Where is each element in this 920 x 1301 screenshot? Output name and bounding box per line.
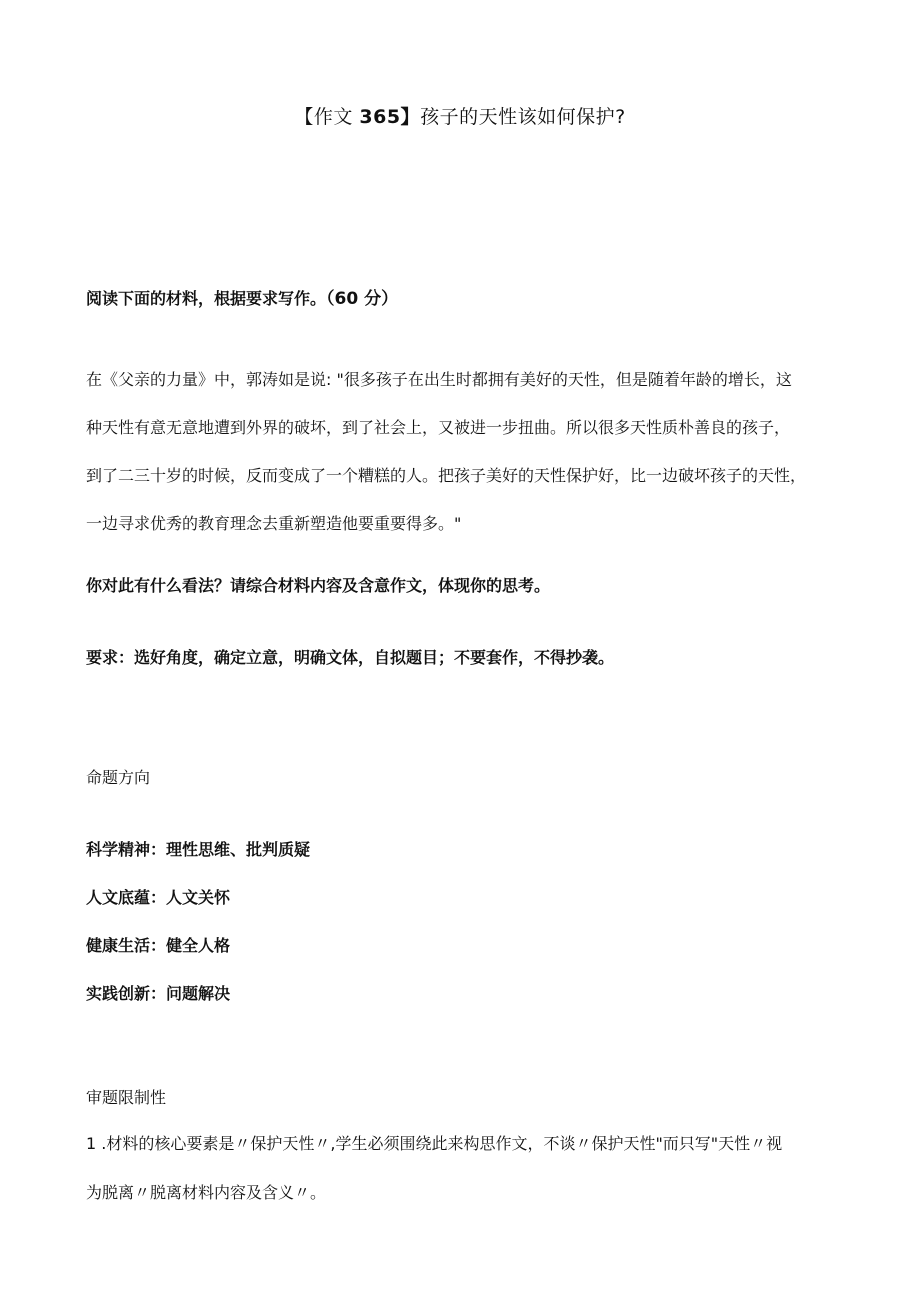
- material-line: 到了二三十岁的时候，反而变成了一个糟糕的人。把孩子美好的天性保护好，比一边破坏孩子的天性，: [86, 466, 807, 485]
- prompt-instruction: 阅读下面的材料，根据要求写作。: [86, 289, 327, 308]
- directions-heading: 命题方向: [86, 768, 151, 787]
- material-paragraph: [86, 356, 846, 548]
- material-line: 一边寻求优秀的教育理念去重新塑造他要重要得多。": [86, 514, 462, 533]
- prompt-instruction-line: [86, 287, 398, 311]
- limits-item-line: 为脱离〃脱离材料内容及含义〃。: [86, 1183, 327, 1202]
- material-line: 种天性有意无意地遭到外界的破坏，到了社会上，又被进一步扭曲。所以很多天性质朴善良的孩子，: [86, 418, 791, 437]
- limits-item-line: 1 .材料的核心要素是〃保护天性〃,学生必须围绕此来构思作文，不谈〃保护天性"而只写"天性〃视: [86, 1134, 783, 1153]
- direction-item: 人文底蕴：人文关怀: [86, 888, 231, 907]
- direction-item: 健康生活：健全人格: [86, 936, 231, 955]
- title-text: 孩子的天性该如何保护?: [420, 106, 626, 128]
- prompt-question: 你对此有什么看法？请综合材料内容及含意作文，体现你的思考。: [86, 576, 551, 595]
- page-title: [0, 103, 920, 131]
- prompt-score: （60 分）: [326, 289, 399, 309]
- title-prefix: 【作文: [294, 106, 360, 128]
- direction-item: 实践创新：问题解决: [86, 984, 231, 1003]
- prompt-requirement: 要求：选好角度，确定立意，明确文体，自拟题目；不要套作，不得抄袭。: [86, 648, 615, 667]
- direction-item: 科学精神：理性思维、批判质疑: [86, 840, 311, 859]
- limits-heading: 审题限制性: [86, 1088, 167, 1107]
- material-line: 在《父亲的力量》中，郭涛如是说: "很多孩子在出生时都拥有美好的天性，但是随着年龄的增长，这: [86, 370, 792, 389]
- title-number: 365】: [359, 106, 421, 128]
